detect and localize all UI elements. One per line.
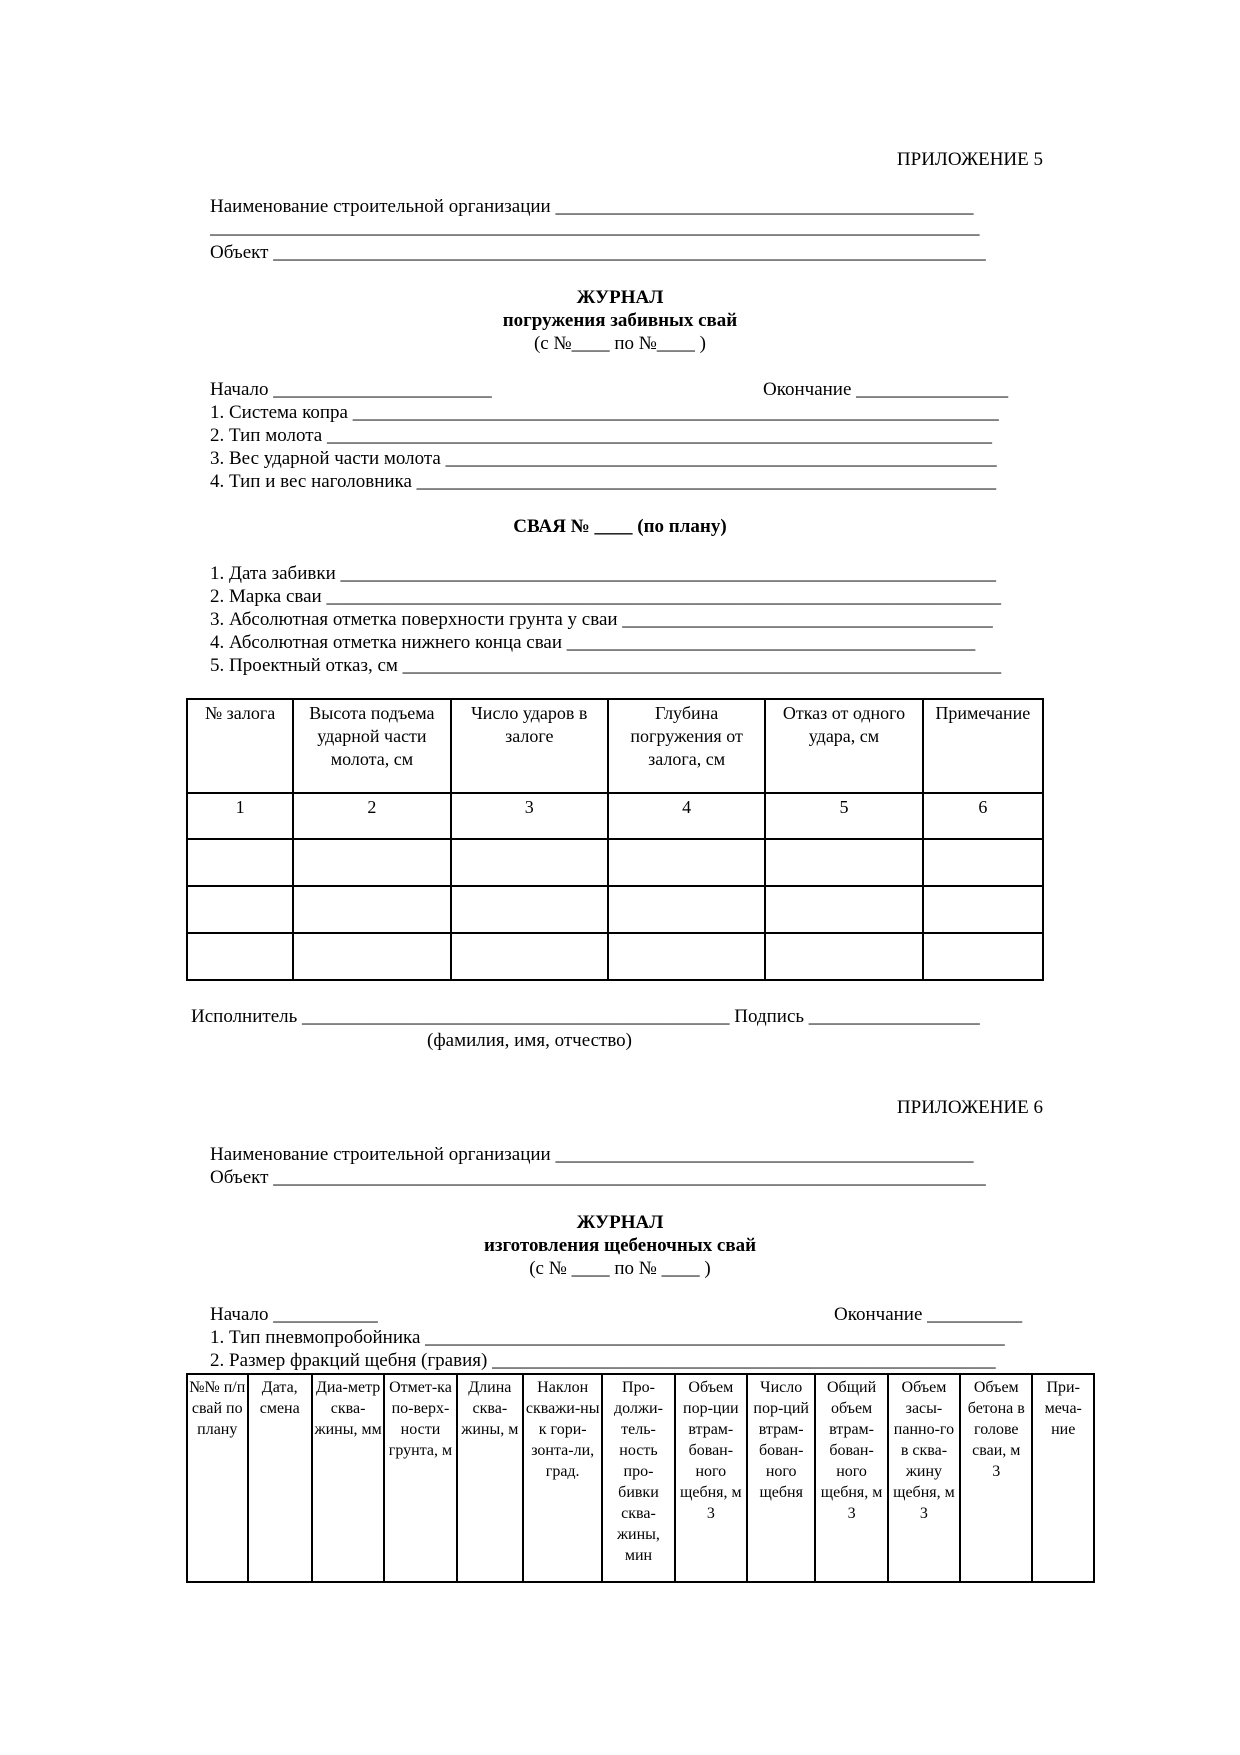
table-cell[interactable] [765, 933, 922, 980]
field-pneumatic-type: 1. Тип пневмопробойника _____________________________________________________________ [210, 1327, 1005, 1348]
column-number: 6 [923, 793, 1043, 839]
table-cell[interactable] [187, 933, 293, 980]
appendix-5-label: ПРИЛОЖЕНИЕ 5 [896, 149, 1043, 170]
header-unit-sup: 3 [706, 1505, 715, 1522]
header-unit-sup: 3 [992, 1463, 1001, 1480]
field-rig-system: 1. Система копра ____________________________________________________________________ [210, 402, 999, 423]
header-cell [888, 1374, 960, 1582]
column-number: 4 [608, 793, 765, 839]
header-text: №№ п/п свай по плану [189, 1379, 246, 1438]
header-cell: Число ударов в залоге [451, 699, 608, 793]
table-cell[interactable] [293, 839, 450, 886]
object-field: Объект ___________________________________________________________________________ [210, 242, 986, 263]
appendix-6-label: ПРИЛОЖЕНИЕ 6 [896, 1097, 1043, 1118]
table-cell[interactable] [765, 886, 922, 933]
end-field: Окончание ________________ [763, 379, 1009, 400]
journal-range: (с №____ по №____ ) [533, 333, 706, 354]
header-text: Наклон скважи-ны к гори-зонта-ли, град. [525, 1379, 600, 1480]
header-text: Объем пор-ции втрам-бован-ного щебня, м [680, 1379, 742, 1501]
object-field-2: Объект ___________________________________________________________________________ [210, 1167, 986, 1188]
table-cell[interactable] [187, 839, 293, 886]
table-cell[interactable] [608, 886, 765, 933]
table-cell[interactable] [608, 933, 765, 980]
table-cell[interactable] [923, 886, 1043, 933]
table-cell[interactable] [451, 886, 608, 933]
table-cell[interactable] [765, 839, 922, 886]
field-hammer-weight: 3. Вес ударной части молота __________________________________________________________ [210, 448, 997, 469]
header-cell [1032, 1374, 1094, 1582]
column-number: 1 [187, 793, 293, 839]
journal-title: ЖУРНАЛ [576, 287, 664, 308]
header-cell: Глубина погружения от залога, см [608, 699, 765, 793]
header-cell [312, 1374, 384, 1582]
field-gravel-fraction: 2. Размер фракций щебня (гравия) _____________________________________________________ [210, 1350, 996, 1371]
header-cell: Высота подъема ударной части молота, см [293, 699, 450, 793]
table-cell[interactable] [451, 839, 608, 886]
journal-subtitle: погружения забивных свай [502, 310, 738, 331]
header-text: Дата, смена [259, 1379, 300, 1417]
pile-field-tip-level: 4. Абсолютная отметка нижнего конца сваи ___________________________________________ [210, 632, 976, 653]
table-row [187, 839, 1043, 886]
column-number-row [187, 793, 1043, 839]
org-name-field-2: Наименование строительной организации ____________________________________________ [210, 1144, 974, 1165]
executor-field: Исполнитель _____________________________________________ Подпись __________________ [191, 1006, 980, 1027]
header-cell: № залога [187, 699, 293, 793]
start-field: Начало _______________________ [210, 379, 492, 400]
header-text: При-меча-ние [1044, 1379, 1082, 1438]
pile-field-date: 1. Дата забивки _____________________________________________________________________ [210, 563, 997, 584]
executor-note: (фамилия, имя, отчество) [427, 1030, 633, 1051]
table-row [187, 933, 1043, 980]
pile-field-refusal: 5. Проектный отказ, см _______________________________________________________________ [210, 655, 1002, 676]
field-helmet: 4. Тип и вес наголовника _____________________________________________________________ [210, 471, 997, 492]
header-cell [523, 1374, 602, 1582]
table-cell[interactable] [293, 933, 450, 980]
header-cell [815, 1374, 887, 1582]
header-text: Число пор-ций втрам-бован-ного щебня [753, 1379, 809, 1501]
journal-title-2: ЖУРНАЛ [576, 1212, 664, 1233]
pile-field-grade: 2. Марка сваи _______________________________________________________________________ [210, 586, 1001, 607]
header-unit-sup: 3 [847, 1505, 856, 1522]
pile-field-ground-level: 3. Абсолютная отметка поверхности грунта у сваи _______________________________________ [210, 609, 993, 630]
header-cell [384, 1374, 456, 1582]
header-cell [187, 1374, 248, 1582]
header-unit-sup: 3 [919, 1505, 928, 1522]
header-cell [747, 1374, 815, 1582]
org-name-field-cont: _________________________________________________________________________________ [210, 217, 980, 238]
header-cell [248, 1374, 312, 1582]
end-field-2: Окончание __________ [834, 1304, 1023, 1325]
header-cell: Примечание [923, 699, 1043, 793]
start-field-2: Начало ___________ [210, 1304, 378, 1325]
gravel-pile-table [186, 1373, 1095, 1583]
column-number: 3 [451, 793, 608, 839]
header-text: Длина сква-жины, м [461, 1379, 519, 1438]
table-cell[interactable] [923, 933, 1043, 980]
journal-subtitle-2: изготовления щебеночных свай [483, 1235, 757, 1256]
table-cell[interactable] [293, 886, 450, 933]
header-cell [602, 1374, 674, 1582]
header-cell [675, 1374, 747, 1582]
table-cell[interactable] [923, 839, 1043, 886]
column-number: 5 [765, 793, 922, 839]
header-text: Объем засы-панно-го в сква-жину щебня, м [893, 1379, 955, 1501]
field-hammer-type: 2. Тип молота ______________________________________________________________________ [210, 425, 992, 446]
header-cell [457, 1374, 523, 1582]
driving-log-table [186, 698, 1044, 981]
column-number: 2 [293, 793, 450, 839]
journal-range-2: (с № ____ по № ____ ) [529, 1258, 711, 1279]
pile-title: СВАЯ № ____ (по плану) [513, 516, 727, 537]
table-cell[interactable] [608, 839, 765, 886]
header-cell [960, 1374, 1032, 1582]
header-cell: Отказ от одного удара, см [765, 699, 922, 793]
header-text: Диа-метр сква-жины, мм [314, 1379, 382, 1438]
header-text: Отмет-ка по-верх-ности грунта, м [388, 1379, 453, 1459]
header-text: Про-должи-тель-ность про-бивки сква-жины, мин [614, 1379, 663, 1564]
table-row [187, 886, 1043, 933]
table-cell[interactable] [451, 933, 608, 980]
org-name-field: Наименование строительной организации ____________________________________________ [210, 196, 974, 217]
table-cell[interactable] [187, 886, 293, 933]
header-text: Объем бетона в голове сваи, м [967, 1379, 1025, 1459]
header-text: Общий объем втрам-бован-ного щебня, м [820, 1379, 883, 1501]
